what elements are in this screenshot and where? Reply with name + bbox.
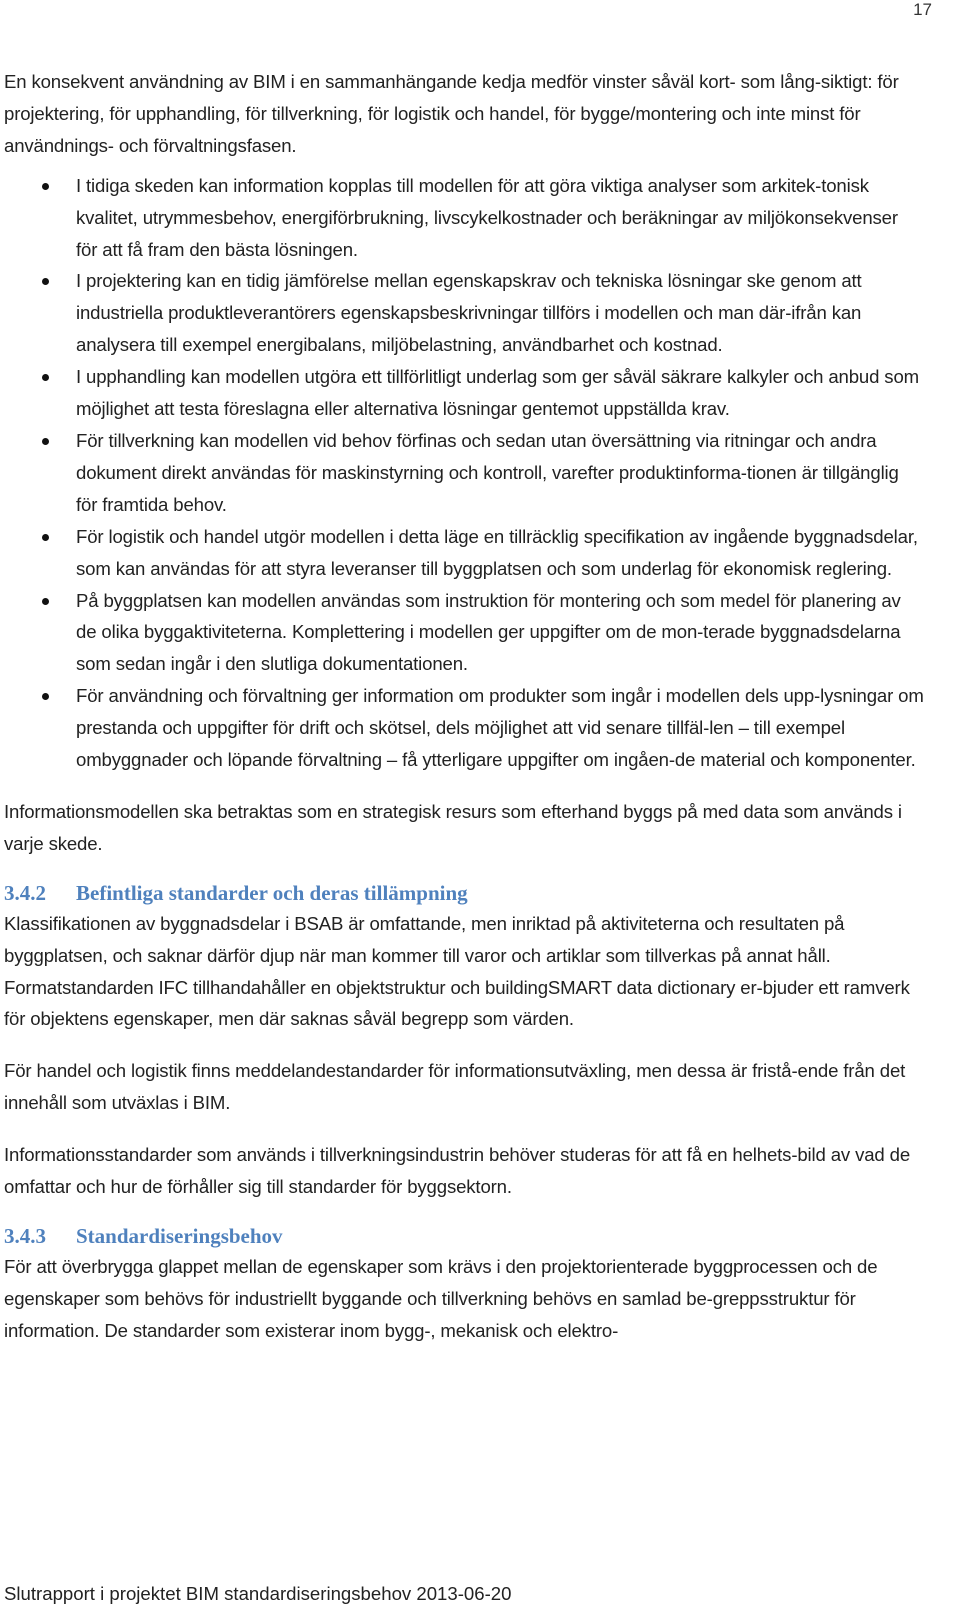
- bullet-text: För användning och förvaltning ger information om produkter som ingår i modellen dels upp-lysningar om prestanda och uppgifter för drift och skötsel, dels möjlighet att vid senare tillfäl-len – till exempel ombyggnader och löpande förvaltning – få ytterligare uppgifter om ingåen-de material och komponenter.: [76, 685, 924, 771]
- section-3-4-2-paragraph-1: Klassifikationen av byggnadsdelar i BSAB är omfattande, men inriktad på aktiviteterna och resultaten på byggplatsen, och saknar därför djup när man kommer till varor och artiklar som tillverkas på annat håll. Formatstandarden IFC tillhandahåller en objektstruktur och buildingSMART data dictionary er-bjuder ett ramverk för objektens egenskaper, men där saknas såväl begrepp som värden.: [4, 912, 910, 1030]
- bullet-item-logistics: [4, 521, 924, 585]
- bullet-text: I tidiga skeden kan information kopplas till modellen för att göra viktiga analyser som arkitek-tonisk kvalitet, utrymmesbehov, energiförbrukning, livscykelkostnader och beräkningar av miljökonsekvenser för att få fram den bästa lösningen.: [76, 174, 898, 260]
- bullet-icon: [42, 534, 49, 541]
- bullet-icon: [42, 598, 49, 605]
- bullet-icon: [42, 183, 49, 190]
- section-3-4-2-paragraph-3: Informationsstandarder som används i tillverkningsindustrin behöver studeras för att få en helhets-bild av vad de omfattar och hur de förhåller sig till standarder för byggsektorn.: [4, 1144, 911, 1198]
- intro-paragraph: En konsekvent användning av BIM i en sammanhängande kedja medför vinster såväl kort- som lång-siktigt: för projektering, för upphandling, för tillverkning, för logistik och handel, för bygge/montering och inte minst för användnings- och förvaltningsfasen.: [4, 71, 899, 156]
- section-number: 3.4.3: [4, 1224, 46, 1248]
- bullet-text: På byggplatsen kan modellen användas som instruktion för montering och som medel för planering av de olika byggaktiviteterna. Komplettering i modellen ger uppgifter om de mon-terade byggnadsdelarna som sedan ingår i den slutliga dokumentationen.: [76, 589, 901, 675]
- section-number: 3.4.2: [4, 880, 46, 905]
- bullet-item-design: [4, 265, 924, 361]
- bullet-text: I upphandling kan modellen utgöra ett tillförlitligt underlag som ger såväl säkrare kalkyler och anbud som möjlighet att testa föreslagna eller alternativa lösningar gentemot uppställda krav.: [76, 366, 919, 420]
- bullet-item-procurement: [4, 361, 924, 425]
- bullet-icon: [42, 693, 49, 700]
- section-heading-3-4-3: [4, 1221, 924, 1251]
- bullet-icon: [42, 438, 49, 445]
- bullet-list: [4, 170, 924, 776]
- section-title: Befintliga standarder och deras tillämpning: [76, 880, 468, 905]
- section-title: Standardiseringsbehov: [76, 1224, 283, 1248]
- section-3-4-3-paragraph-1: För att överbrygga glappet mellan de egenskaper som krävs i den projektorienterade byggprocessen och de egenskaper som behövs för industriellt byggande och tillverkning behövs en samlad be-greppsstruktur för information. De standarder som existerar inom bygg-, mekanisk och elektro-: [4, 1256, 878, 1341]
- after-bullets-paragraph: Informationsmodellen ska betraktas som en strategisk resurs som efterhand byggs på med data som används i varje skede.: [4, 800, 902, 854]
- bullet-icon: [42, 278, 49, 285]
- bullet-item-operation: [4, 680, 924, 776]
- bullet-icon: [42, 374, 49, 381]
- bullet-item-construction-site: [4, 585, 924, 681]
- section-3-4-2-paragraph-2: För handel och logistik finns meddelandestandarder för informationsutväxling, men dessa är fristå-ende från det innehåll som utväxlas i BIM.: [4, 1060, 906, 1114]
- bullet-text: I projektering kan en tidig jämförelse mellan egenskapskrav och tekniska lösningar ske genom att industriella produktleverantörers egenskapsbeskrivningar tillförs i modellen och man där-ifrån kan analysera till exempel energibalans, miljöbelastning, användbarhet och kostnad.: [76, 270, 862, 356]
- page-footer: Slutrapport i projektet BIM standardiseringsbehov 2013-06-20: [4, 1583, 512, 1604]
- document-body: [4, 66, 924, 1347]
- section-heading-3-4-2: [4, 878, 924, 908]
- bullet-item-manufacturing: [4, 425, 924, 521]
- bullet-text: För tillverkning kan modellen vid behov förfinas och sedan utan översättning via ritningar och andra dokument direkt användas för maskinstyrning och kontroll, varefter produktinforma-tionen är tillgänglig för framtida behov.: [76, 429, 899, 515]
- bullet-item-early-stages: [4, 170, 924, 266]
- bullet-text: För logistik och handel utgör modellen i detta läge en tillräcklig specifikation av ingående byggnadsdelar, som kan användas för att styra leveranser till byggplatsen och som underlag för ekonomisk reglering.: [76, 525, 918, 579]
- page-number: 17: [913, 0, 932, 19]
